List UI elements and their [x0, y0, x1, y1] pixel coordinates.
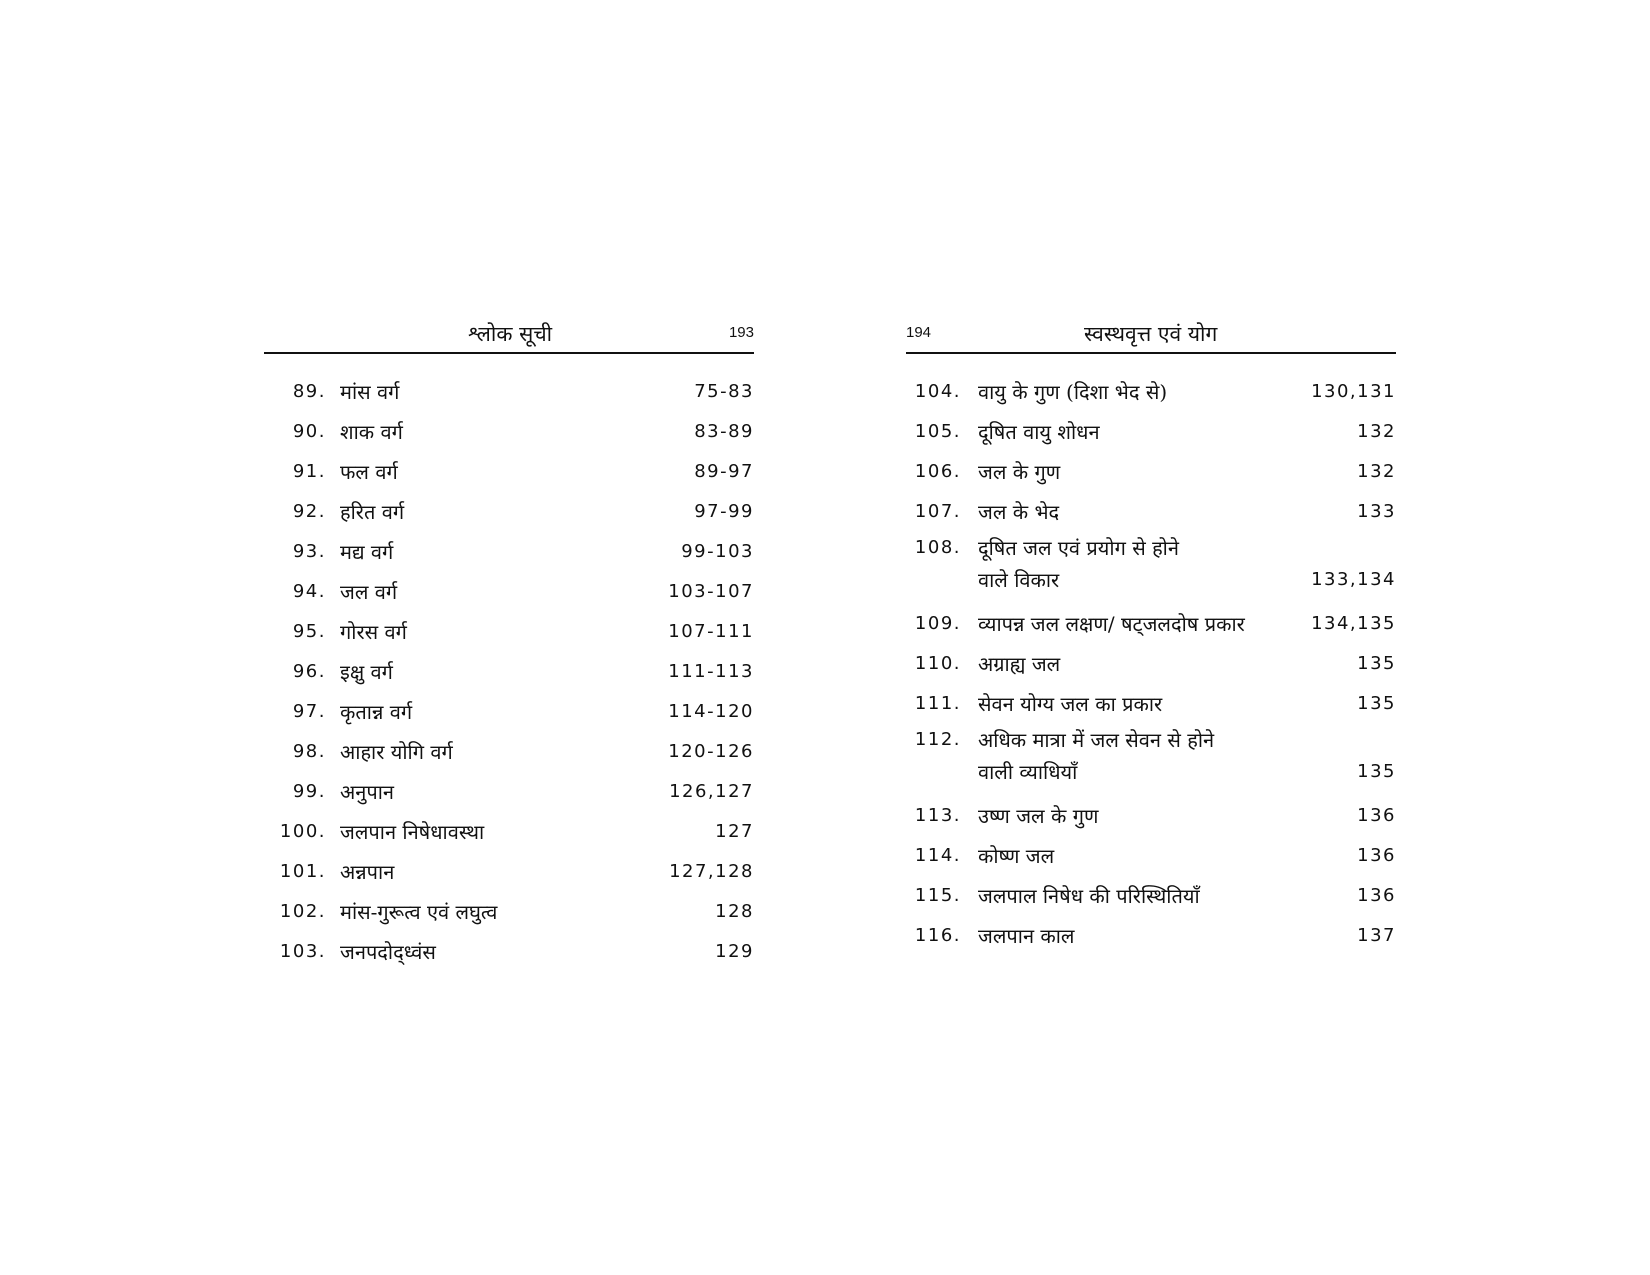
entry-title: उष्ण जल के गुण [978, 804, 1099, 828]
entry-title: जल वर्ग [340, 580, 398, 604]
entry-title-continued: वाली व्याधियाँ [978, 760, 1078, 784]
right-index-list [906, 372, 1396, 956]
index-entry [906, 452, 1396, 492]
right-page-header [906, 318, 1396, 354]
entry-title: मांस वर्ग [340, 380, 400, 404]
entry-title: कोष्ण जल [978, 844, 1055, 868]
entry-pages: 135 [1357, 653, 1396, 674]
entry-pages: 97-99 [694, 501, 754, 522]
entry-title: जनपदोद्ध्वंस [340, 940, 436, 964]
index-entry [264, 452, 754, 492]
entry-title: मद्य वर्ग [340, 540, 394, 564]
entry-title: मांस-गुरूत्व एवं लघुत्व [340, 900, 498, 924]
entry-pages: 129 [715, 941, 754, 962]
entry-pages: 133,134 [1311, 569, 1396, 590]
index-entry [264, 732, 754, 772]
entry-pages: 83-89 [694, 421, 754, 442]
entry-number: 115. [914, 885, 961, 906]
entry-pages: 132 [1357, 461, 1396, 482]
entry-pages: 128 [715, 901, 754, 922]
index-entry [906, 876, 1396, 916]
entry-pages: 133 [1357, 501, 1396, 522]
index-entry [264, 692, 754, 732]
entry-pages: 136 [1357, 805, 1396, 826]
entry-title: शाक वर्ग [340, 420, 403, 444]
index-entry [906, 604, 1396, 644]
right-page [906, 318, 1396, 948]
entry-title: जल के भेद [978, 500, 1060, 524]
left-page-number: 193 [728, 324, 754, 341]
entry-pages: 99-103 [681, 541, 754, 562]
entry-number: 109. [914, 613, 961, 634]
index-entry [264, 852, 754, 892]
entry-pages: 136 [1357, 885, 1396, 906]
index-entry [906, 492, 1396, 532]
entry-pages: 126,127 [669, 781, 754, 802]
entry-number: 113. [914, 805, 961, 826]
entry-pages: 103-107 [668, 581, 754, 602]
index-entry [264, 532, 754, 572]
entry-pages: 127,128 [669, 861, 754, 882]
entry-number: 116. [914, 925, 961, 946]
entry-pages: 136 [1357, 845, 1396, 866]
entry-number: 106. [914, 461, 961, 482]
entry-title: हरित वर्ग [340, 500, 405, 524]
index-entry [264, 892, 754, 932]
entry-number: 97. [292, 701, 326, 722]
left-page-header [264, 318, 754, 354]
entry-title: जलपान निषेधावस्था [340, 820, 485, 844]
entry-title: जलपान काल [978, 924, 1075, 948]
index-entry [264, 652, 754, 692]
index-entry [264, 812, 754, 852]
entry-title-continued: वाले विकार [978, 568, 1060, 592]
entry-pages: 130,131 [1311, 381, 1396, 402]
entry-pages: 89-97 [694, 461, 754, 482]
entry-number: 100. [279, 821, 326, 842]
right-page-number: 194 [906, 324, 932, 341]
entry-number: 110. [914, 653, 961, 674]
entry-number: 96. [292, 661, 326, 682]
entry-title: गोरस वर्ग [340, 620, 407, 644]
entry-title: आहार योगि वर्ग [340, 740, 453, 764]
entry-number: 104. [914, 381, 961, 402]
entry-pages: 135 [1357, 761, 1396, 782]
entry-number: 94. [292, 581, 326, 602]
entry-pages: 127 [715, 821, 754, 842]
entry-title: दूषित वायु शोधन [978, 420, 1100, 444]
index-entry [906, 684, 1396, 724]
entry-title: वायु के गुण (दिशा भेद से) [978, 380, 1168, 404]
entry-number: 112. [914, 729, 961, 750]
index-entry [264, 932, 754, 972]
index-entry [906, 916, 1396, 956]
index-entry [906, 372, 1396, 412]
index-entry [264, 572, 754, 612]
index-entry [906, 532, 1396, 604]
left-page [264, 318, 754, 964]
entry-number: 99. [292, 781, 326, 802]
entry-pages: 132 [1357, 421, 1396, 442]
entry-pages: 135 [1357, 693, 1396, 714]
index-entry [906, 724, 1396, 796]
entry-number: 102. [279, 901, 326, 922]
entry-pages: 75-83 [694, 381, 754, 402]
entry-number: 89. [292, 381, 326, 402]
entry-pages: 111-113 [668, 661, 754, 682]
entry-number: 98. [292, 741, 326, 762]
entry-number: 90. [292, 421, 326, 442]
right-page-title: स्वस्थवृत्त एवं योग [1084, 322, 1218, 346]
index-entry [906, 796, 1396, 836]
entry-number: 111. [914, 693, 961, 714]
entry-pages: 134,135 [1311, 613, 1396, 634]
index-entry [264, 372, 754, 412]
entry-title: अग्राह्य जल [978, 652, 1061, 676]
entry-number: 114. [914, 845, 961, 866]
index-entry [264, 612, 754, 652]
index-entry [264, 492, 754, 532]
entry-pages: 137 [1357, 925, 1396, 946]
entry-title: अधिक मात्रा में जल सेवन से होने [978, 728, 1215, 752]
entry-number: 107. [914, 501, 961, 522]
index-entry [906, 836, 1396, 876]
entry-title: अन्नपान [340, 860, 395, 884]
index-entry [264, 772, 754, 812]
entry-number: 108. [914, 537, 961, 558]
entry-number: 95. [292, 621, 326, 642]
entry-pages: 120-126 [668, 741, 754, 762]
entry-number: 91. [292, 461, 326, 482]
entry-title: जलपाल निषेध की परिस्थितियाँ [978, 884, 1200, 908]
entry-number: 101. [279, 861, 326, 882]
entry-number: 103. [279, 941, 326, 962]
index-entry [264, 412, 754, 452]
left-index-list [264, 372, 754, 972]
index-entry [906, 644, 1396, 684]
entry-pages: 114-120 [668, 701, 754, 722]
entry-pages: 107-111 [668, 621, 754, 642]
entry-number: 92. [292, 501, 326, 522]
index-entry [906, 412, 1396, 452]
entry-title: अनुपान [340, 780, 395, 804]
entry-title: व्यापन्न जल लक्षण/ षट्जलदोष प्रकार [978, 612, 1245, 636]
entry-title: फल वर्ग [340, 460, 398, 484]
entry-title: कृतान्न वर्ग [340, 700, 413, 724]
entry-title: सेवन योग्य जल का प्रकार [978, 692, 1163, 716]
entry-title: दूषित जल एवं प्रयोग से होने [978, 536, 1179, 560]
entry-number: 93. [292, 541, 326, 562]
entry-number: 105. [914, 421, 961, 442]
entry-title: जल के गुण [978, 460, 1061, 484]
left-page-title: श्लोक सूची [468, 322, 553, 346]
entry-title: इक्षु वर्ग [340, 660, 393, 684]
